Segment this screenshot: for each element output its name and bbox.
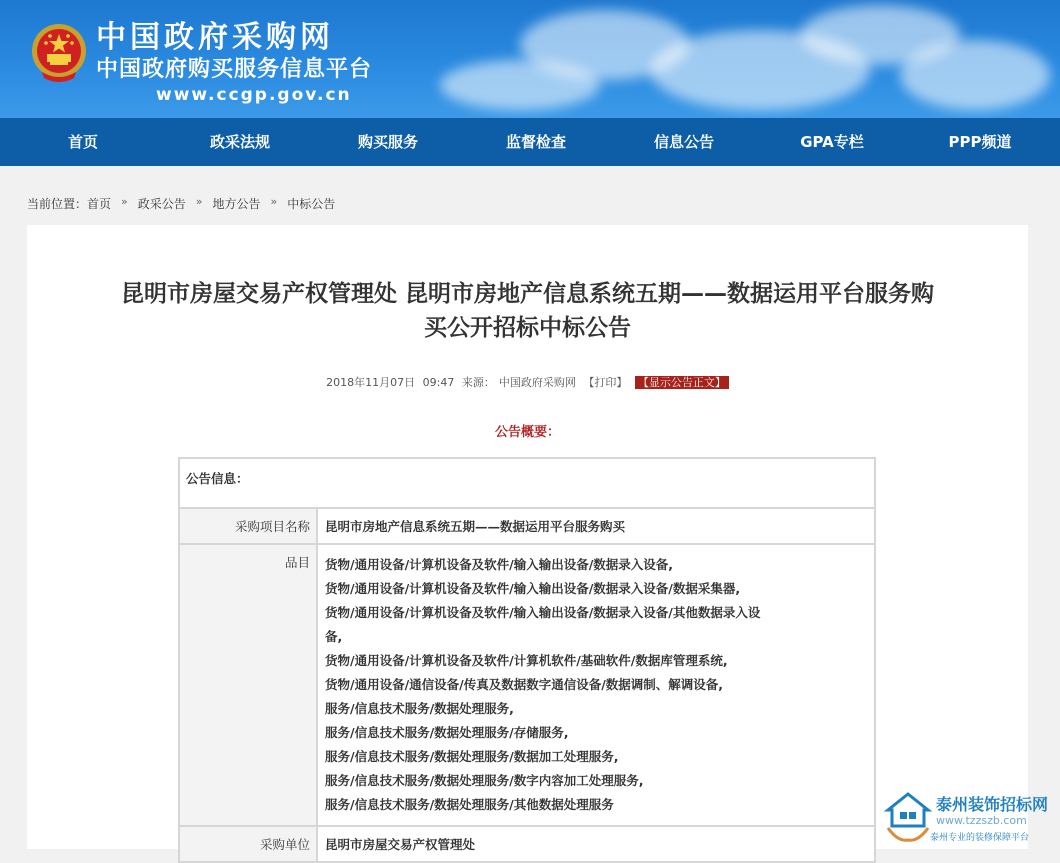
- nav-item-home[interactable]: 首页: [67, 133, 98, 151]
- row-key: 采购项目名称: [179, 508, 317, 544]
- cloud-decoration: [440, 60, 600, 110]
- table-row: [179, 544, 875, 826]
- site-subtitle: 中国政府购买服务信息平台: [96, 57, 373, 82]
- site-url: www.ccgp.gov.cn: [156, 85, 352, 105]
- row-value: 昆明市房屋交易产权管理处: [317, 826, 875, 862]
- row-key: 品目: [179, 544, 317, 826]
- house-hands-logo-icon: [884, 790, 932, 846]
- breadcrumb-separator: »: [195, 195, 203, 208]
- nav-item-regulations[interactable]: 政采法规: [209, 133, 270, 151]
- table-row: [179, 508, 875, 544]
- publish-time: 09:47: [422, 376, 455, 389]
- table-header: 公告信息：: [179, 458, 875, 508]
- list-item: 服务/信息技术服务/数据处理服务,: [325, 701, 514, 716]
- article-title: [37, 277, 1018, 345]
- row-value: [317, 544, 875, 826]
- nav-item-ppp[interactable]: PPP频道: [948, 133, 1012, 151]
- list-item: 服务/信息技术服务/数据处理服务/数字内容加工处理服务,: [325, 773, 644, 788]
- watermark-url: www.tzzszb.com: [936, 814, 1027, 827]
- list-item: 货物/通用设备/计算机设备及软件/计算机软件/基础软件/数据库管理系统,: [325, 653, 728, 668]
- site-title: 中国政府采购网: [96, 20, 334, 55]
- summary-label: 公告概要：: [494, 425, 560, 440]
- watermark: [884, 788, 1060, 848]
- list-item: 货物/通用设备/计算机设备及软件/输入输出设备/数据录入设备,: [325, 557, 674, 572]
- article-title-line: 昆明市房屋交易产权管理处 昆明市房地产信息系统五期——数据运用平台服务购: [120, 281, 934, 307]
- table-row: [179, 826, 875, 862]
- watermark-slogan: 泰州专业的装修保障平台: [930, 833, 1030, 843]
- table-row: [179, 458, 875, 508]
- article-meta: [27, 374, 1028, 390]
- content-panel: [27, 225, 1028, 852]
- list-item: 服务/信息技术服务/数据处理服务/存储服务,: [325, 725, 569, 740]
- breadcrumb-separator: »: [270, 195, 278, 208]
- row-key: 采购单位: [179, 826, 317, 862]
- list-item: 货物/通用设备/通信设备/传真及数据数字通信设备/数据调制、解调设备,: [325, 677, 724, 692]
- nav-item-announcements[interactable]: 信息公告: [653, 133, 714, 151]
- national-emblem-icon: [30, 22, 88, 84]
- breadcrumb-label: 当前位置：: [27, 197, 88, 211]
- source-name: 中国政府采购网: [498, 376, 576, 389]
- category-list: [325, 553, 867, 817]
- breadcrumb-separator: »: [121, 195, 128, 208]
- breadcrumb-gov-procurement[interactable]: 政采公告: [137, 197, 186, 211]
- list-item: 服务/信息技术服务/数据处理服务/其他数据处理服务: [325, 797, 614, 812]
- breadcrumb-award[interactable]: 中标公告: [287, 197, 336, 211]
- list-item: 货物/通用设备/计算机设备及软件/输入输出设备/数据录入设备/其他数据录入设: [325, 605, 761, 620]
- info-table: [178, 457, 876, 863]
- article-title-line: 买公开招标中标公告: [424, 315, 631, 341]
- show-body-button[interactable]: 【显示公告正文】: [635, 376, 729, 389]
- list-item: 备,: [325, 629, 343, 644]
- breadcrumb-local[interactable]: 地方公告: [212, 197, 261, 211]
- row-value: 昆明市房地产信息系统五期——数据运用平台服务购买: [317, 508, 875, 544]
- nav-item-supervision[interactable]: 监督检查: [505, 133, 566, 151]
- watermark-name: 泰州装饰招标网: [936, 795, 1049, 814]
- publish-date: 2018年11月07日: [326, 376, 416, 389]
- breadcrumb-home[interactable]: 首页: [87, 197, 112, 211]
- source-label: 来源：: [461, 376, 495, 389]
- site-banner: [0, 0, 1060, 118]
- list-item: 货物/通用设备/计算机设备及软件/输入输出设备/数据录入设备/数据采集器,: [325, 581, 741, 596]
- main-nav: [0, 118, 1060, 166]
- cloud-decoration: [900, 40, 1050, 110]
- breadcrumb: [27, 195, 335, 212]
- nav-item-gpa[interactable]: GPA专栏: [800, 133, 864, 151]
- list-item: 服务/信息技术服务/数据处理服务/数据加工处理服务,: [325, 749, 619, 764]
- print-link[interactable]: 【打印】: [583, 376, 628, 389]
- nav-item-purchase-services[interactable]: 购买服务: [357, 133, 418, 151]
